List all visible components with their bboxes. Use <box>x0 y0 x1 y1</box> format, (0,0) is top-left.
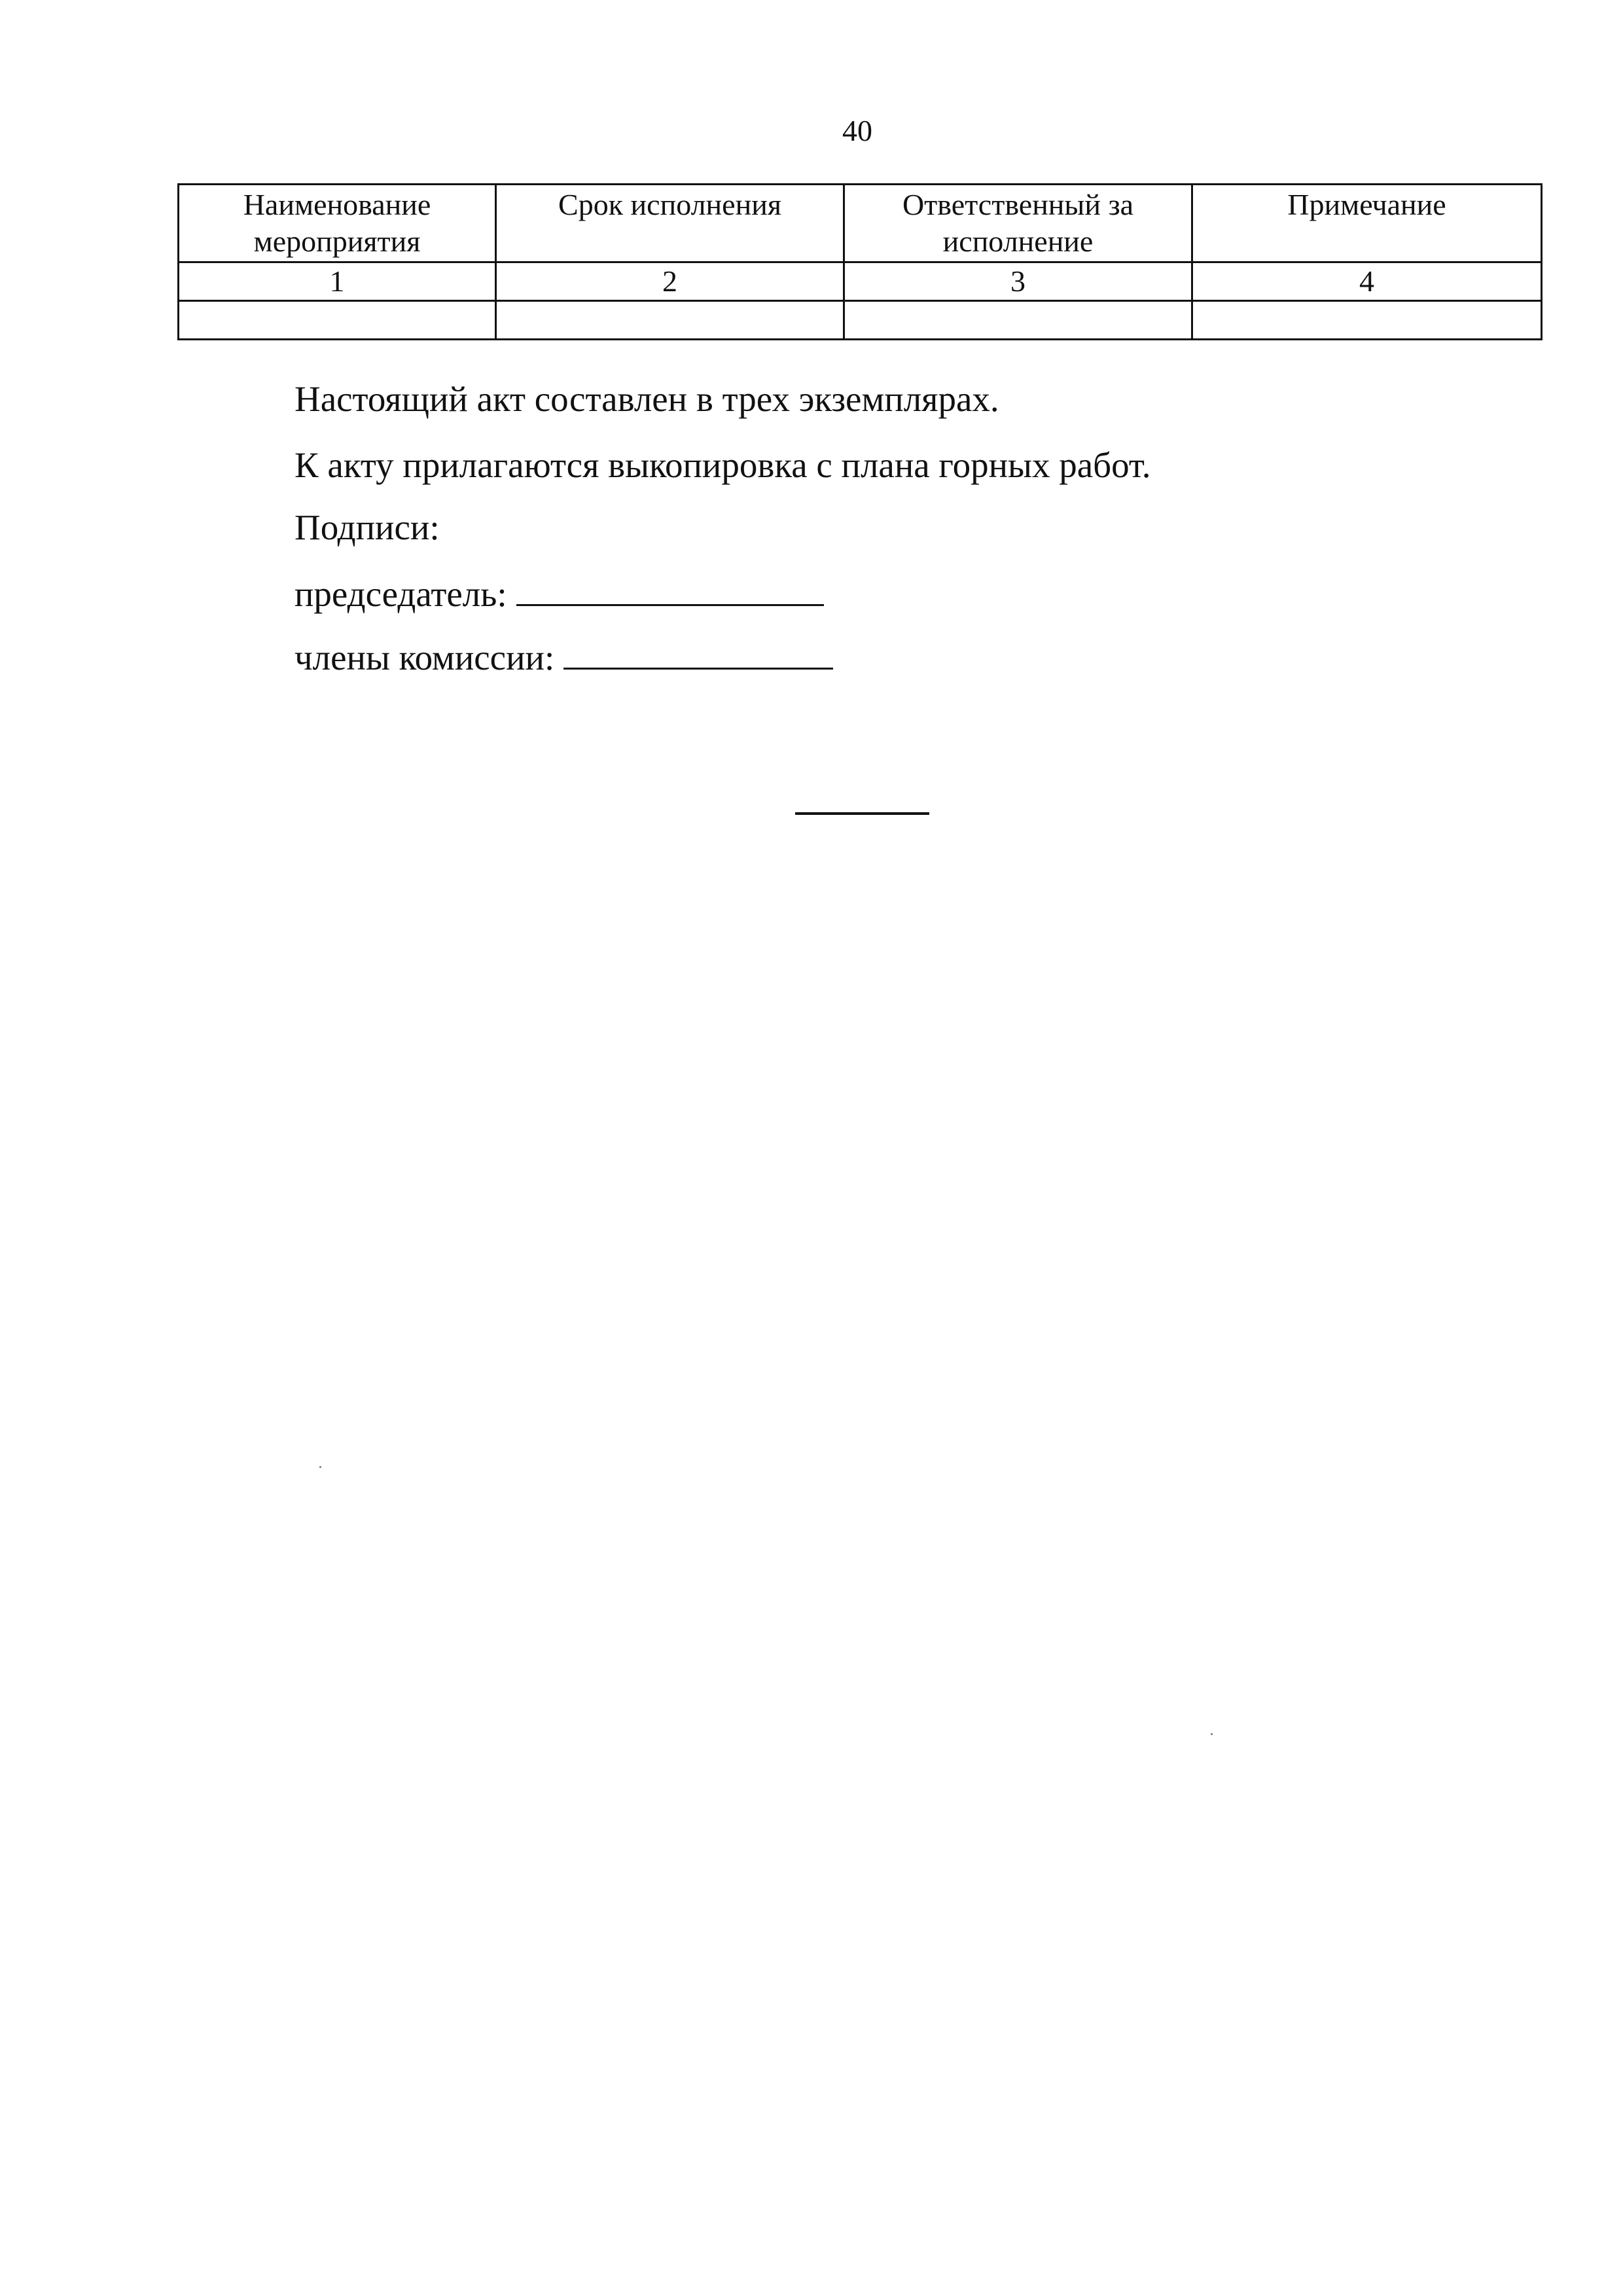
end-of-document-rule <box>795 812 929 815</box>
signatures-heading: Подписи: <box>294 507 440 547</box>
members-signature-line <box>294 635 833 681</box>
table-column-numbers-row <box>179 262 1542 301</box>
table-cell <box>496 301 844 340</box>
column-number-cell: 4 <box>1192 262 1542 301</box>
table-cell <box>179 301 496 340</box>
members-signature-blank <box>563 635 833 670</box>
column-number-cell: 2 <box>496 262 844 301</box>
header-responsible: Ответственный за исполнение <box>844 185 1192 262</box>
chairman-label: председатель: <box>294 574 507 614</box>
header-deadline: Срок исполнения <box>496 185 844 262</box>
members-label: члены комиссии: <box>294 637 555 677</box>
copies-statement: Настоящий акт составлен в трех экземплярах. <box>294 379 999 419</box>
chairman-signature-blank <box>516 571 824 606</box>
table-cell <box>1192 301 1542 340</box>
column-number-cell: 1 <box>179 262 496 301</box>
header-measure-name: Наименование мероприятия <box>179 185 496 262</box>
table-header-row <box>179 185 1542 262</box>
table-cell <box>844 301 1192 340</box>
scan-speck <box>1211 1733 1213 1735</box>
measures-table <box>177 183 1543 340</box>
page-number: 40 <box>842 114 872 147</box>
table-row <box>179 301 1542 340</box>
header-note: Примечание <box>1192 185 1542 262</box>
column-number-cell: 3 <box>844 262 1192 301</box>
scan-speck <box>319 1466 321 1468</box>
chairman-signature-line <box>294 571 824 617</box>
attachment-statement: К акту прилагаются выкопировка с плана горных работ. <box>294 445 1151 485</box>
